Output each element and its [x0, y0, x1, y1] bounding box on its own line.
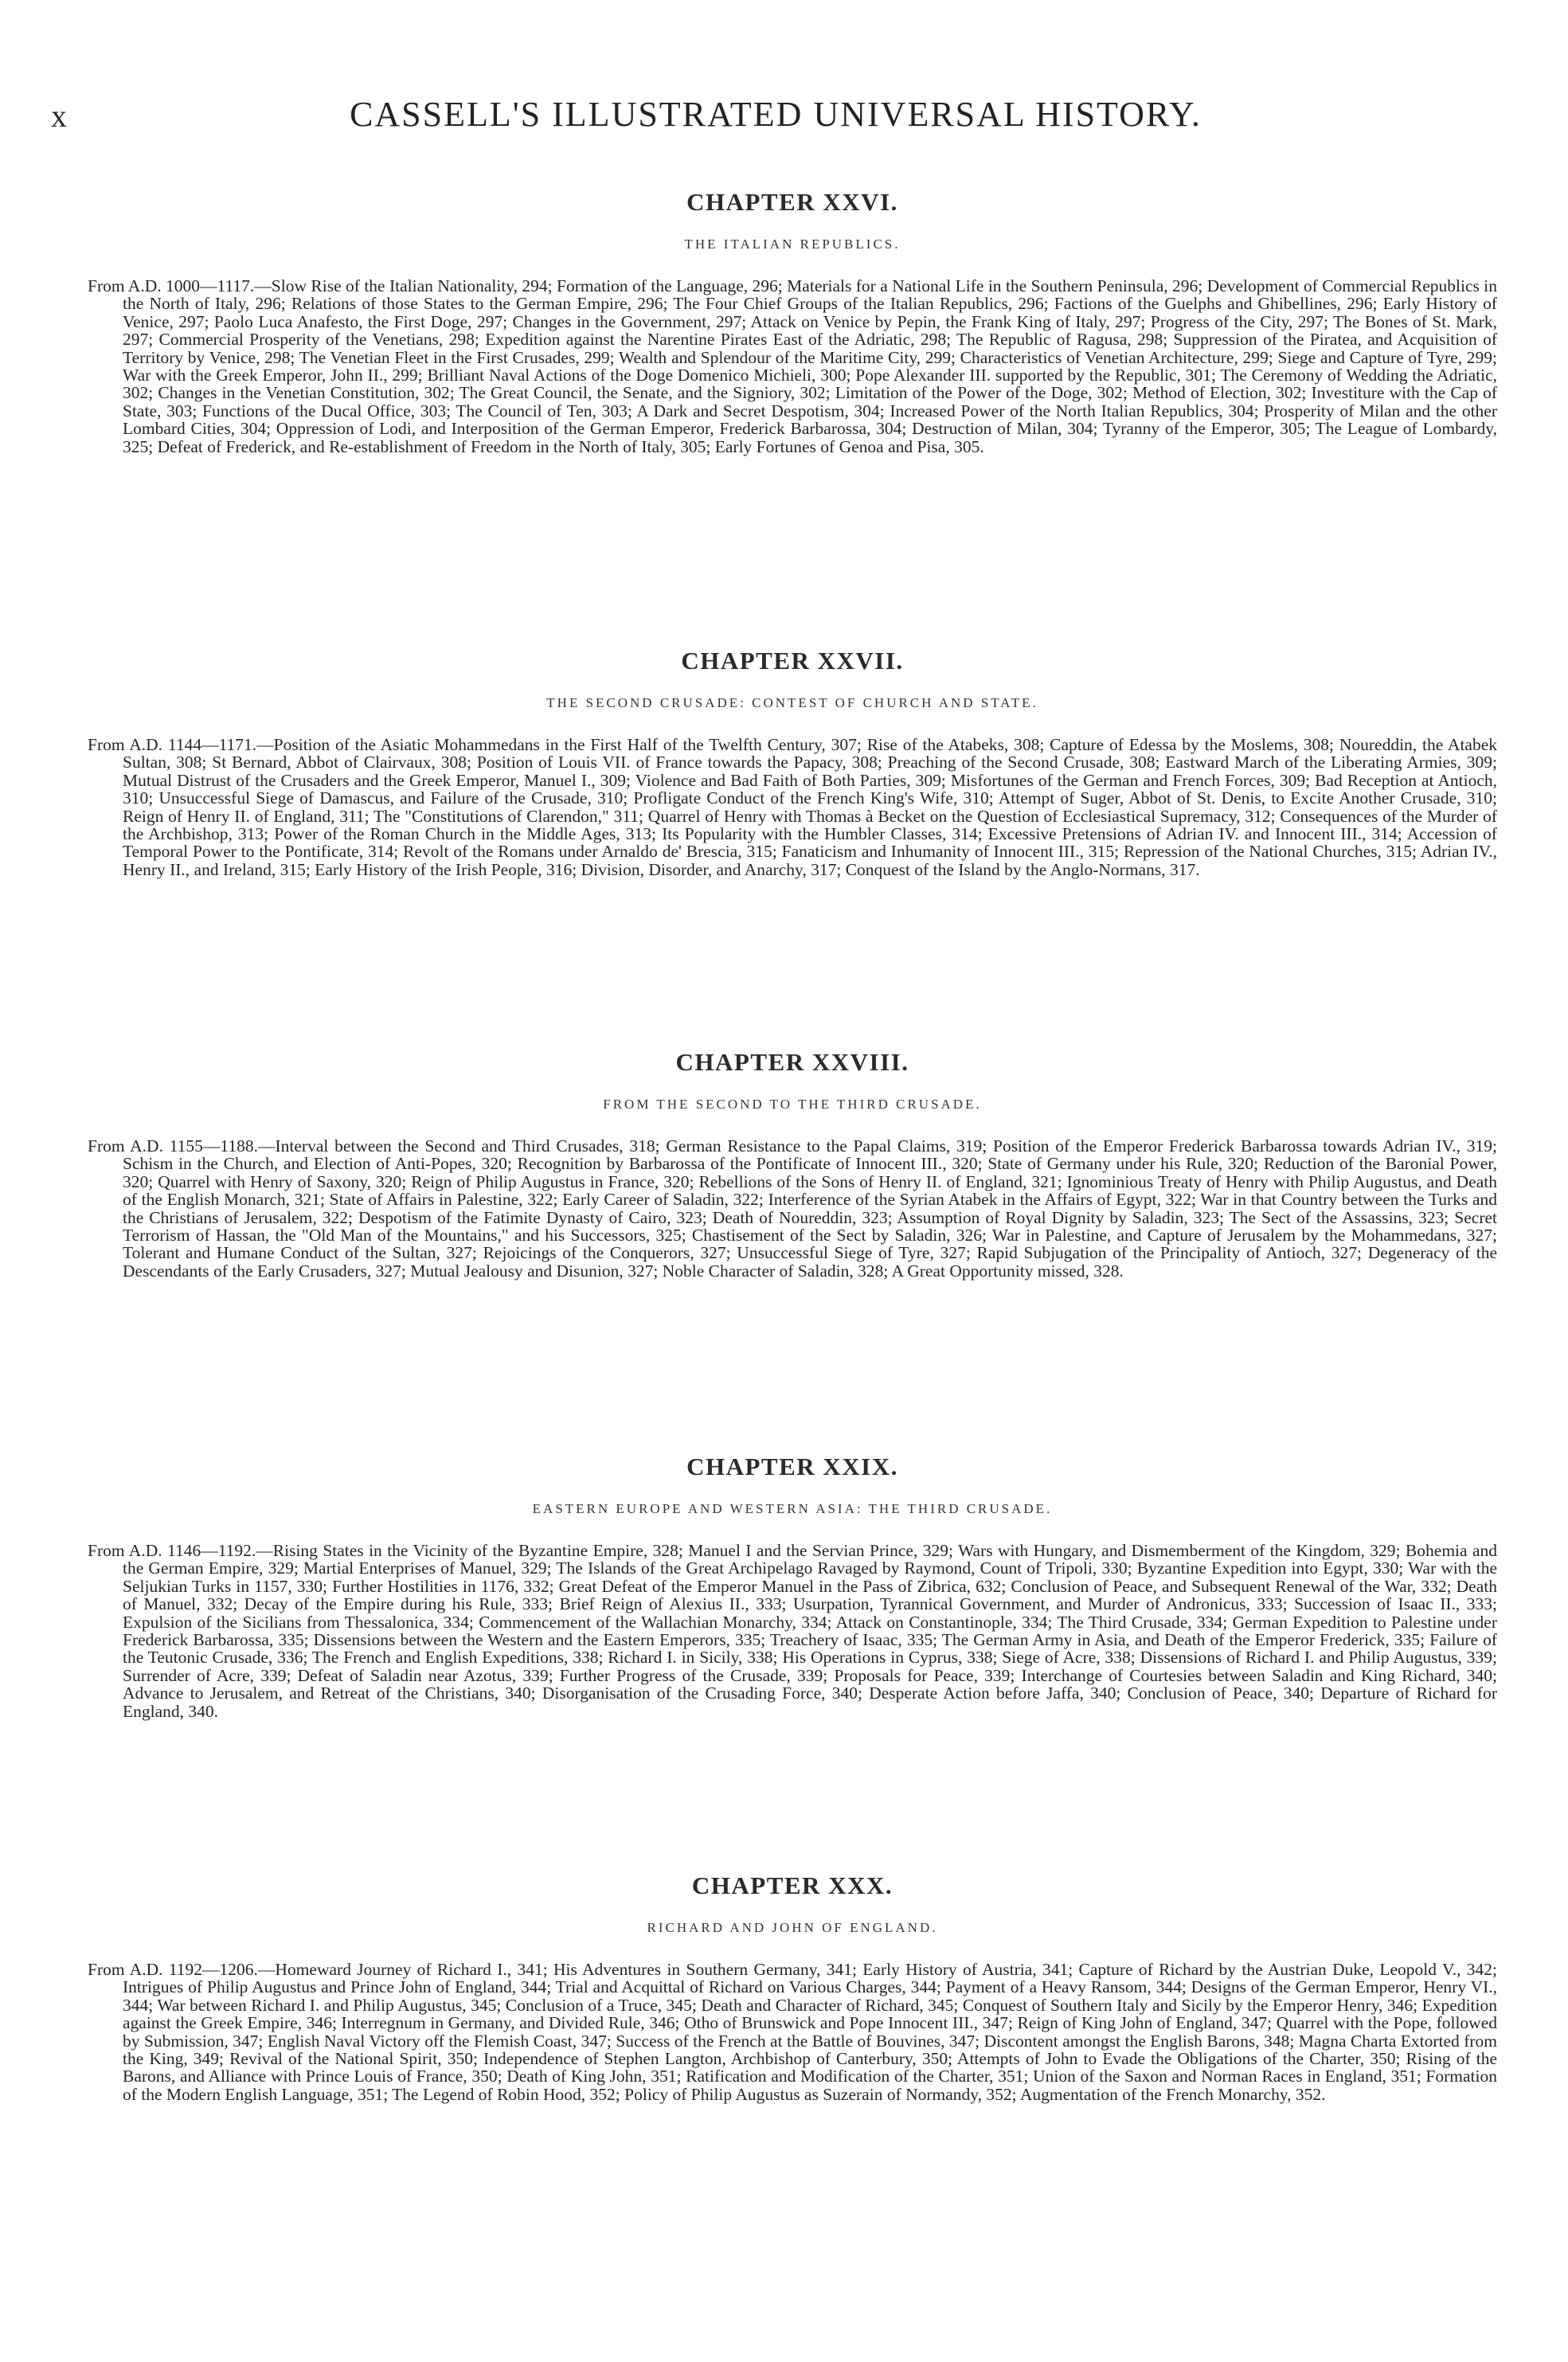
chapter-summary: From A.D. 1155—1188.—Interval between the Second and Third Crusades, 318; German Resistance to the Papal Claims, 319; Position of the Emperor Frederick Barbarossa towards Adrian IV., 319; Schism in the Church, and Election of Anti-Popes, 320; Recognition by Barbarossa of the Pontificate of Innocent III., 320; State of Germany under his Rule, 320; Reduction of the Baronial Power, 320; Quarrel with Henry of Saxony, 320; Reign of Philip Augustus in France, 320; Rebellions of the Sons of Henry II. of England, 321; Ignominious Treaty of Henry with Philip Augustus, and Death of the English Monarch, 321; State of Affairs in Palestine, 322; Early Career of Saladin, 322; Interference of the Syrian Atabek in the Affairs of Egypt, 322; War in that Country between the Turks and the Christians of Jerusalem, 322; Despotism of the Fatimite Dynasty of Cairo, 323; Death of Noureddin, 323; Assumption of Royal Dignity by Saladin, 323; The Sect of the Assassins, 323; Secret Terrorism of Hassan, the "Old Man of the Mountains," and his Successors, 325; Chastisement of the Sect by Saladin, 326; War in Palestine, and Capture of Jerusalem by the Mohammedans, 327; Tolerant and Humane Conduct of the Sultan, 327; Rejoicings of the Conquerors, 327; Unsuccessful Siege of Tyre, 327; Rapid Subjugation of the Principality of Antioch, 327; Degeneracy of the Descendants of the Early Crusaders, 327; Mutual Jealousy and Disunion, 327; Noble Character of Saladin, 328; A Great Opportunity missed, 328. [88, 1136, 1497, 1281]
chapter-xxvi [88, 185, 1497, 456]
chapter-xxx [88, 1868, 1497, 2103]
chapter-subtitle: EASTERN EUROPE AND WESTERN ASIA: THE THIRD CRUSADE. [532, 1501, 1053, 1516]
chapter-heading: CHAPTER XXVII. [681, 647, 904, 675]
chapter-subtitle: FROM THE SECOND TO THE THIRD CRUSADE. [603, 1097, 982, 1112]
chapter-heading: CHAPTER XXVIII. [675, 1048, 909, 1076]
chapter-summary: From A.D. 1144—1171.—Position of the Asiatic Mohammedans in the First Half of the Twelfth Century, 307; Rise of the Atabeks, 308; Capture of Edessa by the Moslems, 308; Noureddin, the Atabek Sultan, 308; St Bernard, Abbot of Clairvaux, 308; Position of Louis VII. of France towards the Papacy, 308; Preaching of the Second Crusade, 308; Eastward March of the Liberating Armies, 309; Mutual Distrust of the Crusaders and the Greek Emperor, Manuel I., 309; Violence and Bad Faith of Both Parties, 309; Misfortunes of the German and French Forces, 309; Bad Reception at Antioch, 310; Unsuccessful Siege of Damascus, and Failure of the Crusade, 310; Profligate Conduct of the French King's Wife, 310; Attempt of Suger, Abbot of St. Denis, to Excite Another Crusade, 310; Reign of Henry II. of England, 311; The "Constitutions of Clarendon," 311; Quarrel of Henry with Thomas à Becket on the Question of Ecclesiastical Supremacy, 312; Consequences of the Murder of the Archbishop, 313; Power of the Roman Church in the Middle Ages, 313; Its Popularity with the Humbler Classes, 314; Excessive Pretensions of Adrian IV. and Innocent III., 314; Accession of Temporal Power to the Pontificate, 314; Revolt of the Romans under Arnaldo de' Brescia, 315; Fanaticism and Inhumanity of Innocent III., 315; Repression of the National Churches, 315; Adrian IV., Henry II., and Ireland, 315; Early History of the Irish People, 316; Division, Disorder, and Anarchy, 317; Conquest of the Island by the Anglo-Normans, 317. [88, 735, 1497, 879]
chapter-subtitle: THE SECOND CRUSADE: CONTEST OF CHURCH AND STATE. [546, 695, 1038, 710]
chapter-summary: From A.D. 1000—1117.—Slow Rise of the Italian Nationality, 294; Formation of the Language, 296; Materials for a National Life in the Southern Peninsula, 296; Development of Commercial Republics in the North of Italy, 296; Relations of those States to the German Empire, 296; The Four Chief Groups of the Italian Republics, 296; Factions of the Guelphs and Ghibellines, 296; Early History of Venice, 297; Paolo Luca Anafesto, the First Doge, 297; Changes in the Government, 297; Attack on Venice by Pepin, the Frank King of Italy, 297; Progress of the City, 297; The Bones of St. Mark, 297; Commercial Prosperity of the Venetians, 298; Expedition against the Narentine Pirates East of the Adriatic, 298; The Republic of Ragusa, 298; Suppression of the Piratea, and Acquisition of Territory by Venice, 298; The Venetian Fleet in the First Crusades, 299; Wealth and Splendour of the Maritime City, 299; Characteristics of Venetian Architecture, 299; Siege and Capture of Tyre, 299; War with the Greek Emperor, John II., 299; Brilliant Naval Actions of the Doge Domenico Michieli, 300; Pope Alexander III. supported by the Republic, 301; The Ceremony of Wedding the Adriatic, 302; Changes in the Venetian Constitution, 302; The Great Council, the Senate, and the Signiory, 302; Limitation of the Power of the Doge, 302; Method of Election, 302; Investiture with the Cap of State, 303; Functions of the Ducal Office, 303; The Council of Ten, 303; A Dark and Secret Despotism, 304; Increased Power of the North Italian Republics, 304; Prosperity of Milan and the other Lombard Cities, 304; Oppression of Lodi, and Interposition of the German Emperor, Frederick Barbarossa, 304; Destruction of Milan, 304; Tyranny of the Emperor, 305; The League of Lombardy, 325; Defeat of Frederick, and Re-establishment of Freedom in the North of Italy, 305; Early Fortunes of Genoa and Pisa, 305. [88, 276, 1497, 456]
chapter-heading: CHAPTER XXX. [691, 1871, 893, 1899]
chapter-xxvii [88, 643, 1497, 878]
running-title: CASSELL'S ILLUSTRATED UNIVERSAL HISTORY. [350, 95, 1202, 134]
chapter-heading: CHAPTER XXVI. [686, 188, 898, 216]
page-header [51, 94, 1500, 142]
chapter-xxviii [88, 1045, 1497, 1280]
page-number: x [51, 98, 68, 134]
chapter-subtitle: THE ITALIAN REPUBLICS. [684, 237, 901, 252]
chapter-summary: From A.D. 1192—1206.—Homeward Journey of Richard I., 341; His Adventures in Southern Germany, 341; Early History of Austria, 341; Capture of Richard by the Austrian Duke, Leopold V., 342; Intrigues of Philip Augustus and Prince John of England, 344; Trial and Acquittal of Richard on Various Charges, 344; Payment of a Heavy Ransom, 344; Designs of the German Emperor, Henry VI., 344; War between Richard I. and Philip Augustus, 345; Conclusion of a Truce, 345; Death and Character of Richard, 345; Conquest of Southern Italy and Sicily by the Emperor Henry, 346; Expedition against the Greek Empire, 346; Interregnum in Germany, and Divided Rule, 346; Otho of Brunswick and Pope Innocent III., 347; Reign of King John of England, 347; Quarrel with the Pope, followed by Submission, 347; English Naval Victory off the Flemish Coast, 347; Success of the French at the Battle of Bouvines, 347; Discontent amongst the English Barons, 348; Magna Charta Extorted from the King, 349; Revival of the National Spirit, 350; Independence of Stephen Langton, Archbishop of Canterbury, 350; Attempts of John to Evade the Obligations of the Charter, 350; Rising of the Barons, and Alliance with Prince Louis of France, 350; Death of King John, 351; Ratification and Modification of the Charter, 351; Union of the Saxon and Norman Races in England, 351; Formation of the Modern English Language, 351; The Legend of Robin Hood, 352; Policy of Philip Augustus as Suzerain of Normandy, 352; Augmentation of the French Monarchy, 352. [88, 1960, 1497, 2104]
chapter-summary: From A.D. 1146—1192.—Rising States in the Vicinity of the Byzantine Empire, 328; Manuel I and the Servian Prince, 329; Wars with Hungary, and Dismemberment of the Kingdom, 329; Bohemia and the German Empire, 329; Martial Enterprises of Manuel, 329; The Islands of the Great Archipelago Ravaged by Raymond, Count of Tripoli, 330; Byzantine Expedition into Egypt, 330; War with the Seljukian Turks in 1157, 330; Further Hostilities in 1176, 332; Great Defeat of the Emperor Manuel in the Pass of Zibrica, 632; Conclusion of Peace, and Subsequent Renewal of the War, 332; Death of Manuel, 332; Decay of the Empire during his Rule, 333; Brief Reign of Alexius II., 333; Usurpation, Tyrannical Government, and Murder of Andronicus, 333; Succession of Isaac II., 333; Expulsion of the Sicilians from Thessalonica, 334; Commencement of the Wallachian Monarchy, 334; Attack on Constantinople, 334; The Third Crusade, 334; German Expedition to Palestine under Frederick Barbarossa, 335; Dissensions between the Western and the Eastern Emperors, 335; Treachery of Isaac, 335; The German Army in Asia, and Death of the Emperor Frederick, 335; Failure of the Teutonic Crusade, 336; The French and English Expeditions, 338; Richard I. in Sicily, 338; His Operations in Cyprus, 338; Siege of Acre, 338; Dissensions of Richard I. and Philip Augustus, 339; Surrender of Acre, 339; Defeat of Saladin near Azotus, 339; Further Progress of the Crusade, 339; Proposals for Peace, 339; Interchange of Courtesies between Saladin and King Richard, 340; Advance to Jerusalem, and Retreat of the Christians, 340; Disorganisation of the Crusading Force, 340; Desperate Action before Jaffa, 340; Conclusion of Peace, 340; Departure of Richard for England, 340. [88, 1541, 1497, 1721]
chapter-subtitle: RICHARD AND JOHN OF ENGLAND. [647, 1920, 938, 1935]
chapter-heading: CHAPTER XXIX. [686, 1453, 898, 1480]
chapter-xxix [88, 1449, 1497, 1720]
